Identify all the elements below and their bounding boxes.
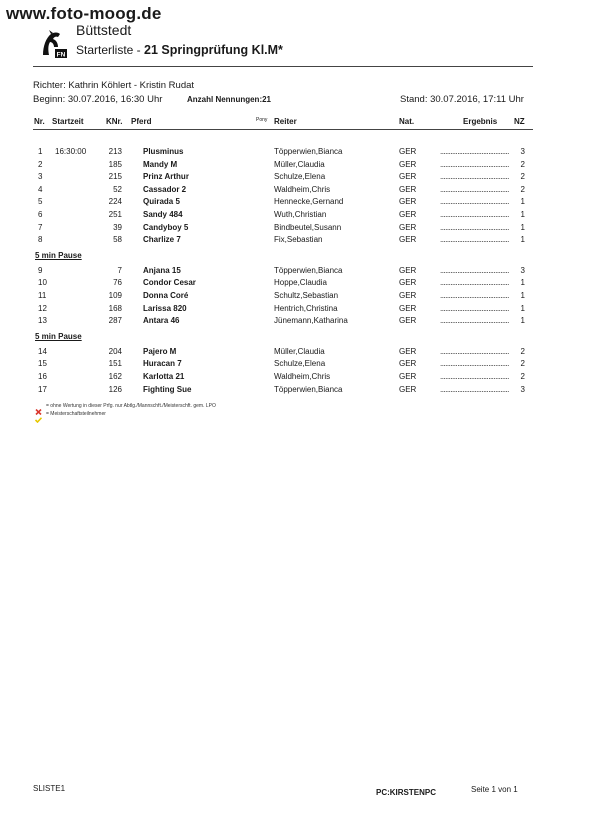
row-horse: Huracan 7 (143, 359, 182, 369)
row-nz: 1 (520, 316, 525, 326)
row-knr: 76 (113, 278, 122, 288)
table-row (0, 160, 596, 172)
row-nat: GER (399, 265, 417, 275)
row-nat: GER (399, 291, 417, 300)
row-knr: 215 (108, 172, 122, 182)
row-nz: 3 (520, 384, 525, 394)
row-result: ........................................ (440, 316, 509, 326)
row-knr: 7 (117, 265, 122, 275)
row-nr: 11 (38, 291, 47, 300)
row-rider: Fix,Sebastian (274, 235, 323, 245)
row-nz: 1 (520, 222, 525, 232)
row-rider: Müller,Claudia (274, 346, 325, 356)
row-horse: Fighting Sue (143, 384, 192, 394)
row-nr: 9 (38, 265, 43, 275)
legend-championship: = Meisterschaftsteilnehmer (46, 411, 106, 417)
row-knr: 287 (108, 316, 122, 326)
row-nz: 2 (520, 172, 525, 182)
logo-text: FN (56, 51, 66, 58)
row-rider: Hennecke,Gernand (274, 197, 344, 207)
row-result: ........................................ (440, 372, 509, 381)
status-line: Stand: 30.07.2016, 17:11 Uhr (400, 94, 524, 105)
table-row (0, 266, 596, 278)
venue-title: Büttstedt (76, 22, 132, 38)
row-nz: 2 (520, 346, 525, 356)
row-nat: GER (399, 172, 417, 182)
col-knr: KNr. (106, 117, 123, 126)
row-result: ........................................ (440, 265, 509, 275)
row-nr: 15 (38, 359, 47, 369)
row-knr: 52 (113, 184, 122, 194)
col-ergebnis: Ergebnis (463, 117, 498, 126)
row-rider: Waldheim,Chris (274, 372, 331, 381)
table-row (0, 172, 596, 184)
row-nat: GER (399, 346, 417, 356)
row-rider: Hentrich,Christina (274, 303, 338, 313)
table-row (0, 185, 596, 197)
row-result: ........................................ (440, 359, 509, 369)
row-nr: 10 (38, 278, 47, 288)
row-result: ........................................ (440, 384, 509, 394)
row-result: ........................................ (440, 278, 509, 288)
row-nat: GER (399, 278, 417, 288)
row-knr: 39 (113, 222, 122, 232)
row-nat: GER (399, 159, 417, 169)
table-row (0, 210, 596, 222)
row-knr: 109 (108, 291, 122, 300)
row-nz: 2 (520, 372, 525, 381)
row-result: ........................................ (440, 235, 509, 245)
row-horse: Anjana 15 (143, 265, 181, 275)
row-nr: 8 (38, 235, 43, 245)
row-nr: 4 (38, 184, 43, 194)
row-knr: 162 (108, 372, 122, 381)
row-nr: 14 (38, 346, 47, 356)
table-row (0, 304, 596, 316)
table-row (0, 147, 596, 159)
row-nr: 3 (38, 172, 43, 182)
col-nr: Nr. (34, 117, 45, 126)
row-nat: GER (399, 197, 417, 207)
row-horse: Plusminus (143, 147, 184, 156)
table-row (0, 291, 596, 303)
row-nz: 1 (520, 303, 525, 313)
competition-subtitle (76, 43, 283, 57)
start-line: Beginn: 30.07.2016, 16:30 Uhr (33, 94, 163, 105)
row-rider: Schultz,Sebastian (274, 291, 339, 300)
row-horse: Karlotta 21 (143, 372, 185, 381)
row-knr: 213 (108, 147, 122, 156)
table-row (0, 385, 596, 397)
no-rating-x-icon (35, 402, 42, 408)
col-pferd: Pferd (131, 117, 152, 126)
row-nr: 1 (38, 147, 43, 156)
row-rider: Waldheim,Chris (274, 184, 331, 194)
row-result: ........................................ (440, 303, 509, 313)
row-rider: Schulze,Elena (274, 359, 326, 369)
row-knr: 224 (108, 197, 122, 207)
row-knr: 126 (108, 384, 122, 394)
row-horse: Sandy 484 (143, 210, 183, 219)
footer-pc-name: PC:KIRSTENPC (376, 788, 437, 797)
row-nat: GER (399, 210, 417, 219)
competition-name: 21 Springprüfung Kl.M* (144, 43, 283, 57)
row-result: ........................................ (440, 184, 509, 194)
legend-no-rating: = ohne Wertung in dieser Prfg. nur Abtlg./Mannschft./Meisterschft. gem. LPO (46, 403, 216, 409)
row-rider: Bindbeutel,Susann (274, 222, 342, 232)
row-horse: Mandy M (143, 159, 178, 169)
table-row (0, 278, 596, 290)
table-row (0, 359, 596, 371)
judges-line: Richter: Kathrin Köhlert - Kristin Rudat (33, 80, 195, 91)
row-rider: Wuth,Christian (274, 210, 327, 219)
row-result: ........................................ (440, 222, 509, 232)
championship-check-icon (35, 410, 42, 416)
row-rider: Töpperwien,Bianca (274, 147, 343, 156)
row-horse: Larissa 820 (143, 303, 187, 313)
row-nz: 2 (520, 359, 525, 369)
row-nr: 2 (38, 159, 43, 169)
row-nz: 1 (520, 278, 525, 288)
row-knr: 204 (108, 346, 122, 356)
list-label: Starterliste - (76, 43, 141, 57)
row-rider: Töpperwien,Bianca (274, 384, 343, 394)
row-nz: 1 (520, 235, 525, 245)
col-nat: Nat. (399, 117, 415, 126)
table-row (0, 372, 596, 384)
footer-list-id: SLISTE1 (33, 784, 66, 793)
row-result: ........................................ (440, 147, 509, 156)
row-result: ........................................ (440, 291, 509, 300)
row-nr: 13 (38, 316, 47, 326)
row-nr: 7 (38, 222, 43, 232)
row-nr: 17 (38, 384, 47, 394)
col-nz: NZ (514, 117, 525, 126)
entries-count: Anzahl Nennungen:21 (187, 95, 272, 104)
row-nr: 16 (38, 372, 47, 381)
table-row (0, 347, 596, 359)
row-knr: 168 (108, 303, 122, 313)
row-nz: 2 (520, 184, 525, 194)
row-nat: GER (399, 372, 417, 381)
row-nz: 2 (520, 159, 525, 169)
column-header-rule (33, 129, 533, 130)
row-nz: 1 (520, 197, 525, 207)
row-horse: Donna Coré (143, 291, 189, 300)
row-horse: Cassador 2 (143, 184, 187, 194)
row-horse: Candyboy 5 (143, 222, 189, 232)
watermark: www.foto-moog.de (6, 4, 162, 23)
row-knr: 185 (108, 159, 122, 169)
pause-label: 5 min Pause (35, 250, 82, 260)
row-nr: 6 (38, 210, 43, 219)
row-nat: GER (399, 359, 417, 369)
row-result: ........................................ (440, 346, 509, 356)
row-horse: Condor Cesar (143, 278, 196, 288)
row-nat: GER (399, 384, 417, 394)
row-nz: 1 (520, 210, 525, 219)
row-knr: 151 (108, 359, 122, 369)
row-knr: 251 (108, 210, 122, 219)
row-nat: GER (399, 147, 417, 156)
table-row (0, 235, 596, 247)
row-horse: Pajero M (143, 346, 177, 356)
footer-page: Seite 1 von 1 (471, 785, 518, 794)
table-row (0, 223, 596, 235)
table-row (0, 316, 596, 328)
row-rider: Schulze,Elena (274, 172, 326, 182)
row-horse: Antara 46 (143, 316, 180, 326)
row-nz: 3 (520, 265, 525, 275)
row-startzeit: 16:30:00 (55, 147, 87, 156)
row-nr: 5 (38, 197, 43, 207)
row-rider: Töpperwien,Bianca (274, 265, 343, 275)
pause-label: 5 min Pause (35, 331, 82, 341)
row-nat: GER (399, 184, 417, 194)
row-rider: Hoppe,Claudia (274, 278, 327, 288)
row-horse: Charlize 7 (143, 235, 181, 245)
row-horse: Prinz Arthur (143, 172, 189, 182)
row-rider: Müller,Claudia (274, 159, 325, 169)
row-nz: 3 (520, 147, 525, 156)
table-row (0, 197, 596, 209)
row-nat: GER (399, 303, 417, 313)
row-result: ........................................ (440, 172, 509, 182)
row-nr: 12 (38, 303, 47, 313)
col-pony: Pony (256, 117, 268, 123)
row-nat: GER (399, 316, 417, 326)
header-rule (33, 66, 533, 67)
row-nz: 1 (520, 291, 525, 300)
row-rider: Jünemann,Katharina (274, 316, 348, 326)
col-startzeit: Startzeit (52, 117, 84, 126)
row-nat: GER (399, 235, 417, 245)
row-result: ........................................ (440, 159, 509, 169)
row-result: ........................................ (440, 210, 509, 219)
row-nat: GER (399, 222, 417, 232)
row-knr: 58 (113, 235, 122, 245)
col-reiter: Reiter (274, 117, 297, 126)
fn-logo-icon (37, 28, 67, 58)
row-horse: Quirada 5 (143, 197, 180, 207)
row-result: ........................................ (440, 197, 509, 207)
